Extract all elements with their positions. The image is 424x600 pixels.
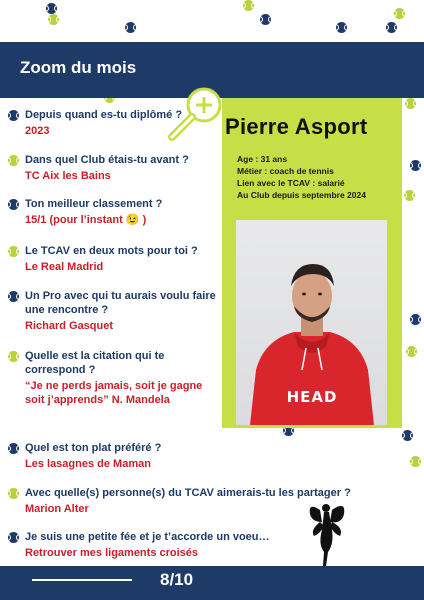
tennis-ball-icon (125, 22, 136, 33)
tennis-ball-icon (8, 199, 19, 210)
page-number: 8/10 (160, 570, 194, 589)
tennis-ball-icon (260, 14, 271, 25)
tennis-ball-icon (410, 160, 421, 171)
profile-facts (237, 153, 366, 201)
profile-fact-age: Age : 31 ans (237, 154, 288, 164)
tennis-ball-icon (46, 3, 57, 14)
qa-item (8, 530, 308, 560)
question-text: Quelle est la citation qui te correspond ? (25, 350, 165, 376)
portrait-photo (236, 220, 387, 425)
profile-fact-job: Métier : coach de tennis (237, 166, 334, 176)
fairy-silhouette-icon (306, 500, 348, 568)
answer-text: “Je ne perds jamais, soit je gagne soit j’apprends” N. Mandela (25, 380, 203, 406)
footer-band (0, 566, 424, 600)
question-text: Je suis une petite fée et je t’accorde un voeu… (25, 531, 270, 543)
tennis-ball-icon (406, 346, 417, 357)
qa-item (8, 441, 388, 471)
shirt-logo-text: HEAD (286, 388, 338, 406)
tennis-ball-icon (410, 456, 421, 467)
qa-item (8, 349, 218, 407)
answer-text: 15/1 (pour l’instant 😉 ) (25, 214, 147, 226)
footer-divider (32, 579, 132, 581)
tennis-ball-icon (48, 14, 59, 25)
answer-text: Richard Gasquet (25, 320, 114, 332)
tennis-ball-icon (336, 22, 347, 33)
question-text: Quel est ton plat préféré ? (25, 442, 162, 454)
tennis-ball-icon (8, 246, 19, 257)
tennis-ball-icon (405, 98, 416, 109)
question-text: Un Pro avec qui tu aurais voulu faire une rencontre ? (25, 290, 216, 316)
tennis-ball-icon (8, 532, 19, 543)
tennis-ball-icon (243, 0, 254, 11)
question-text: Depuis quand es-tu diplômé ? (25, 109, 183, 121)
tennis-ball-icon (8, 443, 19, 454)
tennis-ball-icon (402, 430, 413, 441)
profile-fact-since: Au Club depuis septembre 2024 (237, 190, 366, 200)
profile-fact-link: Lien avec le TCAV : salarié (237, 178, 345, 188)
page-title: Zoom du mois (20, 58, 137, 77)
question-text: Avec quelle(s) personne(s) du TCAV aimerais-tu les partager ? (25, 487, 351, 499)
qa-item (8, 289, 218, 333)
question-text: Ton meilleur classement ? (25, 198, 163, 210)
qa-item (8, 153, 218, 183)
tennis-ball-icon (8, 351, 19, 362)
qa-item (8, 108, 218, 138)
tennis-ball-icon (386, 22, 397, 33)
tennis-ball-icon (410, 314, 421, 325)
answer-text: Le Real Madrid (25, 261, 104, 273)
tennis-ball-icon (8, 488, 19, 499)
tennis-ball-icon (8, 110, 19, 121)
answer-text: Les lasagnes de Maman (25, 458, 151, 470)
tennis-ball-icon (394, 8, 405, 19)
answer-text: TC Aix les Bains (25, 170, 111, 182)
qa-item (8, 244, 218, 274)
tennis-ball-icon (8, 155, 19, 166)
answer-text: Marion Alter (25, 503, 89, 515)
qa-item (8, 197, 218, 227)
answer-text: 2023 (25, 125, 50, 137)
tennis-ball-icon (404, 190, 415, 201)
question-text: Le TCAV en deux mots pour toi ? (25, 245, 198, 257)
answer-text: Retrouver mes ligaments croisés (25, 547, 199, 559)
tennis-ball-icon (8, 291, 19, 302)
question-text: Dans quel Club étais-tu avant ? (25, 154, 189, 166)
profile-name: Pierre Asport (225, 114, 368, 139)
